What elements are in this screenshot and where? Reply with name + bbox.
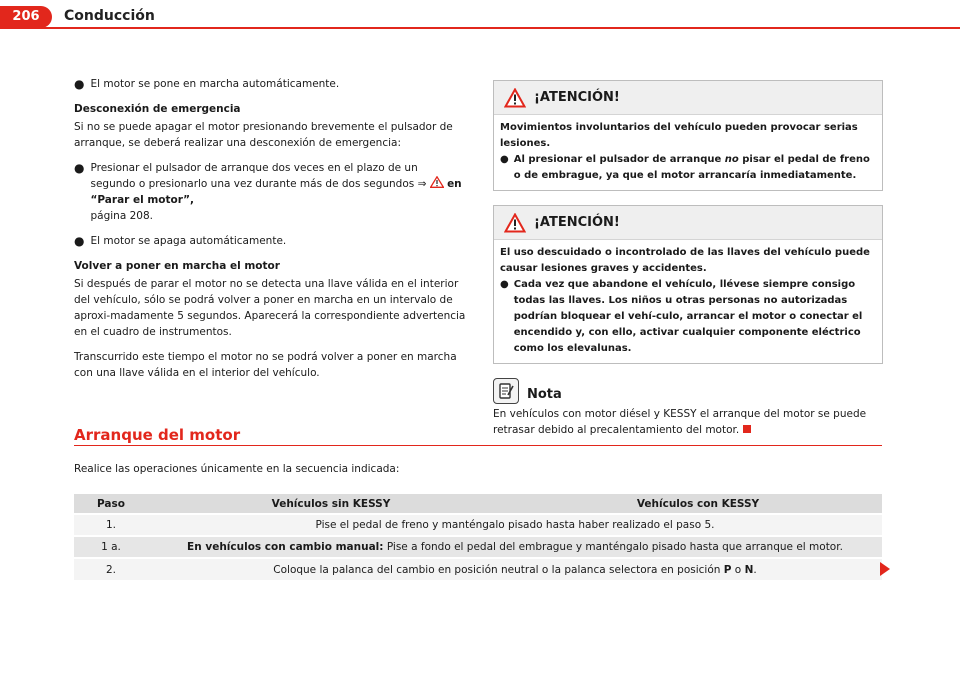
warning-bullet: Cada vez que abandone el vehículo, llévese siempre consigo todas las llaves. Los niños u otras personas no autorizadas podrían bloquear el vehí-culo, arrancar el motor o conectar el encendido y, con ello, activar cualquier componente eléctrico como los elevalunas. <box>513 279 863 354</box>
warning-box <box>493 205 883 364</box>
step-cell: 2. <box>74 558 148 580</box>
step-text <box>148 536 882 558</box>
bullet-icon: ● <box>500 279 509 290</box>
chapter-title: Conducción <box>64 8 155 24</box>
bullet-icon: ● <box>74 161 85 175</box>
table-row <box>74 558 882 580</box>
gear-n-label: N <box>744 563 754 576</box>
bullet-icon: ● <box>500 154 509 165</box>
next-page-arrow-icon[interactable] <box>880 562 890 576</box>
warning-triangle-icon[interactable] <box>430 176 444 188</box>
warning-box <box>493 80 883 191</box>
bullet-text <box>90 160 466 224</box>
column-header-kessy: Vehículos con KESSY <box>514 494 882 514</box>
page-header <box>0 0 960 28</box>
after-text: Transcurrido este tiempo el motor no se podrá volver a poner en marcha con una llave válida en el interior del vehículo. <box>74 351 457 379</box>
emergency-bullet-a: Presionar el pulsador de arranque dos veces en el plazo de un segundo o presionarlo una vez durante más de dos segundos ⇒ <box>90 162 427 190</box>
warning-line: El uso descuidado o incontrolado de las llaves del vehículo puede causar lesiones graves y accidentes. <box>500 247 870 274</box>
header-rule <box>0 27 960 29</box>
restart-text: Si después de parar el motor no se detecta una llave válida en el interior del vehículo, sólo se podrá volver a poner en marcha en un intervalo de aproxi-madamente 5 segundos. Aparecerá la correspondiente advertencia en el cuadro de instrumentos. <box>74 278 466 338</box>
gear-p-label: P <box>723 563 732 576</box>
warning-bullet <box>514 152 876 184</box>
table-row <box>74 536 882 558</box>
emergency-text: Si no se puede apagar el motor presionando brevemente el pulsador de arranque, se deberá realizar una desconexión de emergencia: <box>74 121 453 149</box>
warning-title: ¡ATENCIÓN! <box>534 214 620 230</box>
step-text-pre: Coloque la palanca del cambio en posición neutral o la palanca selectora en posición <box>273 563 724 576</box>
note-header <box>493 378 883 404</box>
list-item <box>74 233 466 249</box>
warning-body <box>494 115 882 190</box>
table-header-row <box>74 494 882 514</box>
warning-header <box>494 206 882 240</box>
page-number: 206 <box>0 6 52 28</box>
list-item <box>74 76 466 92</box>
list-item <box>74 160 466 224</box>
bullet-icon: ● <box>74 77 85 91</box>
step-text-or: o <box>731 563 745 576</box>
column-header-step: Paso <box>74 494 148 514</box>
warning-bullet-em: no <box>724 154 739 165</box>
note-text-content: En vehículos con motor diésel y KESSY el arranque del motor se puede retrasar debido al precalentamiento del motor. <box>493 408 867 436</box>
list-item <box>500 277 876 357</box>
section-title: Arranque del motor <box>74 426 241 444</box>
table-row <box>74 514 882 536</box>
step-text: Pise el pedal de freno y manténgalo pisado hasta haber realizado el paso 5. <box>148 514 882 536</box>
emergency-heading: Desconexión de emergencia <box>74 103 241 115</box>
warning-bullet-pre: Al presionar el pulsador de arranque <box>513 154 725 165</box>
note-icon <box>493 378 519 404</box>
step-text-end: . <box>753 563 757 576</box>
note-text <box>493 406 883 438</box>
right-column <box>493 80 883 438</box>
steps-table <box>74 494 882 580</box>
section-intro: Realice las operaciones únicamente en la secuencia indicada: <box>74 463 400 475</box>
step-cell: 1 a. <box>74 536 148 558</box>
left-column <box>74 76 466 390</box>
emergency-page-ref[interactable]: página 208. <box>90 210 153 222</box>
warning-bullet-post: pisar el pedal de freno o de embrague, ya que el motor arrancaría inmediatamente. <box>513 154 870 181</box>
emergency-link[interactable]: en “Parar el motor”, <box>90 178 462 206</box>
bullet-text: El motor se apaga automáticamente. <box>90 235 287 247</box>
bullet-icon: ● <box>74 234 85 248</box>
step-cell: 1. <box>74 514 148 536</box>
step-text <box>148 558 882 580</box>
step-text-bold: En vehículos con cambio manual: <box>187 541 384 553</box>
warning-triangle-icon <box>504 88 526 108</box>
column-header-no-kessy: Vehículos sin KESSY <box>148 494 514 514</box>
warning-line: Movimientos involuntarios del vehículo pueden provocar serias lesiones. <box>500 122 858 149</box>
warning-header <box>494 81 882 115</box>
warning-triangle-icon <box>504 213 526 233</box>
warning-body <box>494 240 882 363</box>
bullet-text: El motor se pone en marcha automáticamente. <box>90 78 340 90</box>
list-item <box>500 152 876 184</box>
step-text-rest: Pise a fondo el pedal del embrague y manténgalo pisado hasta que arranque el motor. <box>383 541 843 553</box>
warning-title: ¡ATENCIÓN! <box>534 89 620 105</box>
section-rule <box>74 445 882 446</box>
restart-heading: Volver a poner en marcha el motor <box>74 260 280 272</box>
end-of-section-square-icon <box>743 425 751 433</box>
note-title: Nota <box>527 387 562 402</box>
